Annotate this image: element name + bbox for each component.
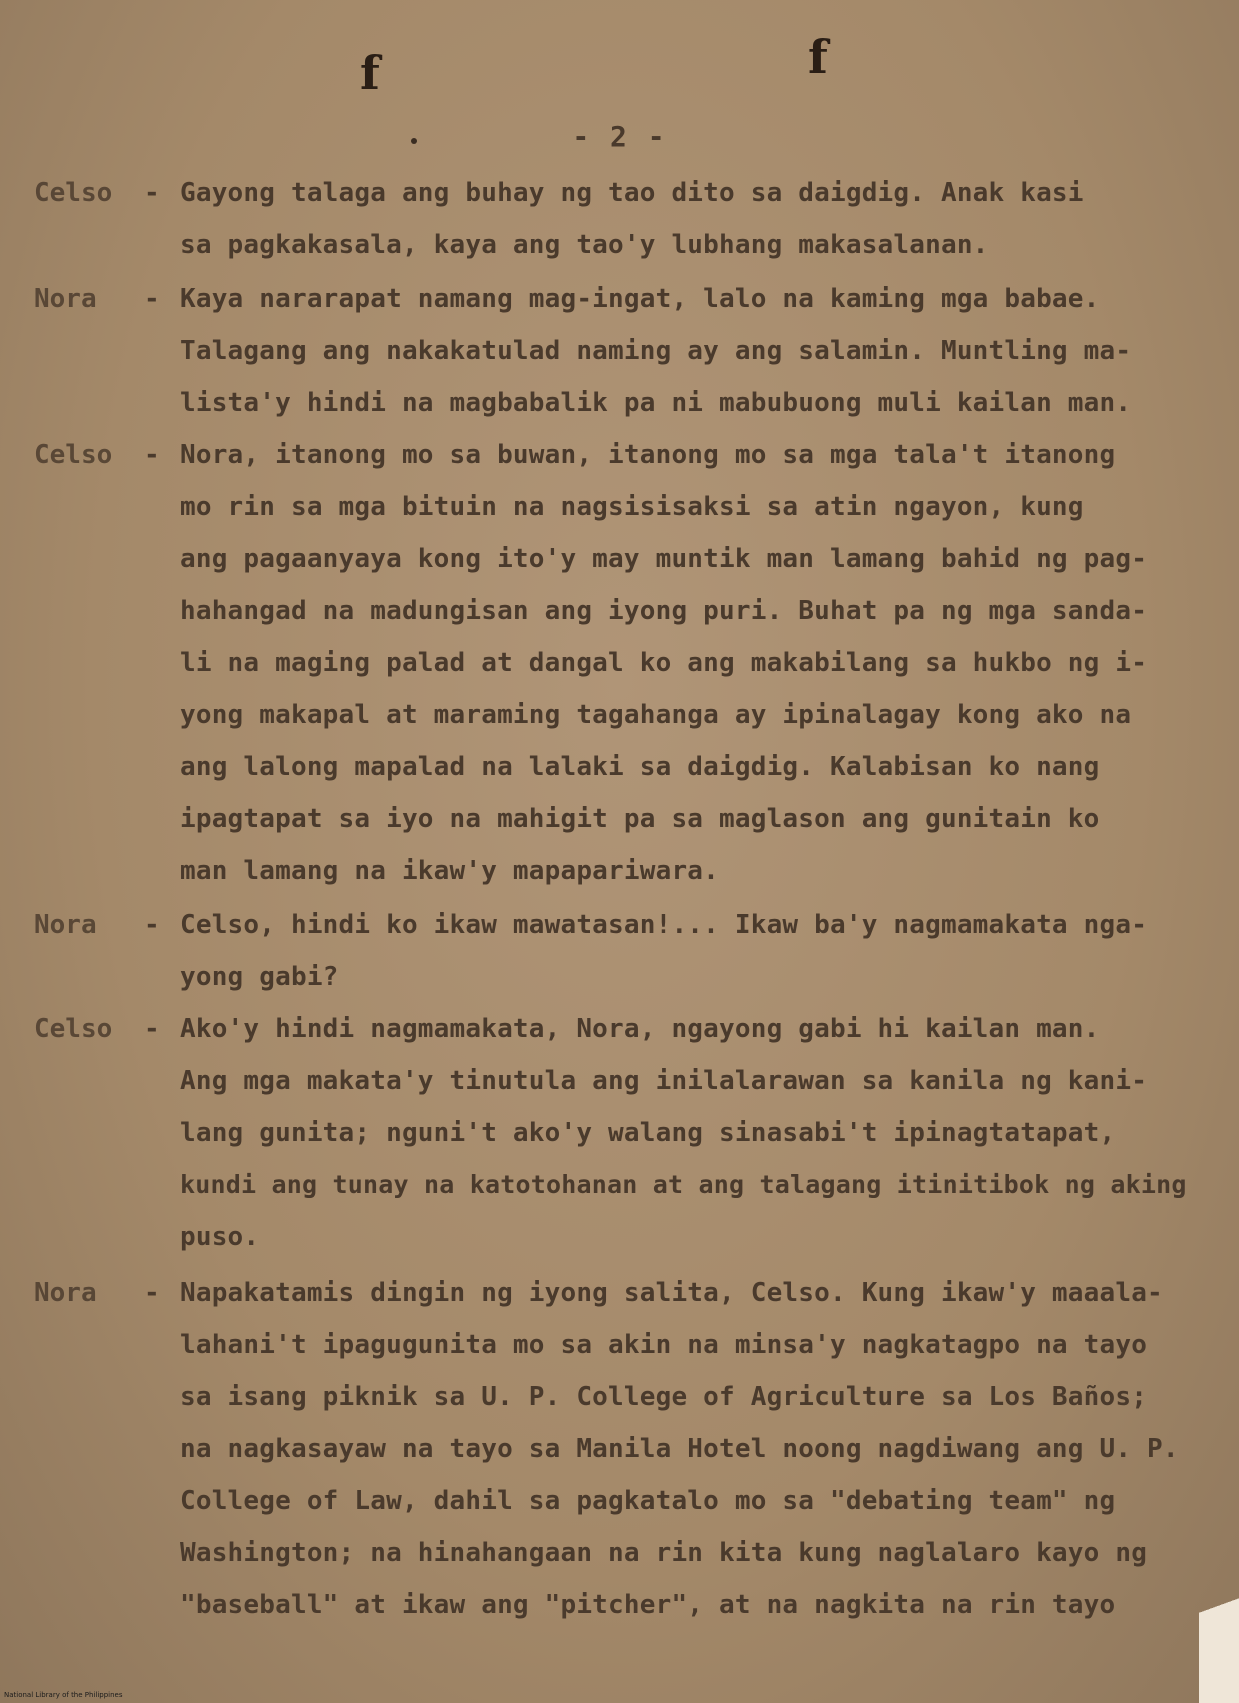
dialogue-line: sa isang piknik sa U. P. College of Agriculture sa Los Baños; <box>180 1382 1148 1412</box>
dialogue-line: lista'y hindi na magbabalik pa ni mabubuong muli kailan man. <box>180 388 1132 418</box>
dialogue-line: Gayong talaga ang buhay ng tao dito sa daigdig. Anak kasi <box>180 178 1084 208</box>
dialogue-line: ang pagaanyaya kong ito'y may muntik man lamang bahid ng pag- <box>180 544 1148 574</box>
dialogue-line: mo rin sa mga bituin na nagsisisaksi sa atin ngayon, kung <box>180 492 1084 522</box>
speaker-name: Celso <box>34 1014 113 1044</box>
dialogue-line: Kaya nararapat namang mag-ingat, lalo na kaming mga babae. <box>180 284 1100 314</box>
dialogue-dash: - <box>144 284 160 314</box>
dialogue-line: yong makapal at maraming tagahanga ay ipinalagay kong ako na <box>180 700 1132 730</box>
dialogue-line: ang lalong mapalad na lalaki sa daigdig. Kalabisan ko nang <box>180 752 1100 782</box>
footer-credit: National Library of the Philippines <box>4 1691 123 1699</box>
dialogue-dash: - <box>144 178 160 208</box>
dialogue-dash: - <box>144 1278 160 1308</box>
binding-mark-right: f <box>808 30 828 84</box>
dialogue-line: sa pagkakasala, kaya ang tao'y lubhang makasalanan. <box>180 230 989 260</box>
speaker-name: Nora <box>34 284 97 314</box>
dialogue-line: hahangad na madungisan ang iyong puri. Buhat pa ng mga sanda- <box>180 596 1148 626</box>
dialogue-line: Nora, itanong mo sa buwan, itanong mo sa mga tala't itanong <box>180 440 1116 470</box>
speaker-name: Celso <box>34 178 113 208</box>
binding-mark-left: f <box>360 46 380 100</box>
speaker-name: Nora <box>34 910 97 940</box>
dialogue-line: Talagang ang nakakatulad naming ay ang salamin. Muntling ma- <box>180 336 1132 366</box>
dialogue-line: Napakatamis dingin ng iyong salita, Celso. Kung ikaw'y maaala- <box>180 1278 1163 1308</box>
dialogue-dash: - <box>144 440 160 470</box>
dialogue-line: Ang mga makata'y tinutula ang inilalarawan sa kanila ng kani- <box>180 1066 1148 1096</box>
speaker-name: Nora <box>34 1278 97 1308</box>
page-edge <box>1199 1543 1239 1703</box>
dialogue-line: "baseball" at ikaw ang "pitcher", at na nagkita na rin tayo <box>180 1590 1116 1620</box>
dialogue-line: kundi ang tunay na katotohanan at ang talagang itinitibok ng aking <box>180 1170 1187 1199</box>
dialogue-line: li na maging palad at dangal ko ang makabilang sa hukbo ng i- <box>180 648 1148 678</box>
dialogue-dash: - <box>144 1014 160 1044</box>
dialogue-line: lang gunita; nguni't ako'y walang sinasabi't ipinagtatapat, <box>180 1118 1116 1148</box>
dialogue-line: puso. <box>180 1222 260 1252</box>
dialogue-line: Ako'y hindi nagmamakata, Nora, ngayong gabi hi kailan man. <box>180 1014 1100 1044</box>
dialogue-line: ipagtapat sa iyo na mahigit pa sa maglason ang gunitain ko <box>180 804 1100 834</box>
dialogue-line: Washington; na hinahangaan na rin kita kung naglalaro kayo ng <box>180 1538 1148 1568</box>
dialogue-line: na nagkasayaw na tayo sa Manila Hotel noong nagdiwang ang U. P. <box>180 1434 1179 1464</box>
dialogue-line: Celso, hindi ko ikaw mawatasan!... Ikaw ba'y nagmamakata nga- <box>180 910 1148 940</box>
speaker-name: Celso <box>34 440 113 470</box>
dialogue-line: man lamang na ikaw'y mapapariwara. <box>180 856 720 886</box>
dialogue-line: yong gabi? <box>180 962 339 992</box>
dialogue-line: lahani't ipagugunita mo sa akin na minsa'y nagkatagpo na tayo <box>180 1330 1148 1360</box>
dialogue-line: College of Law, dahil sa pagkatalo mo sa "debating team" ng <box>180 1486 1116 1516</box>
dialogue-dash: - <box>144 910 160 940</box>
page-number: - 2 - <box>572 120 667 153</box>
